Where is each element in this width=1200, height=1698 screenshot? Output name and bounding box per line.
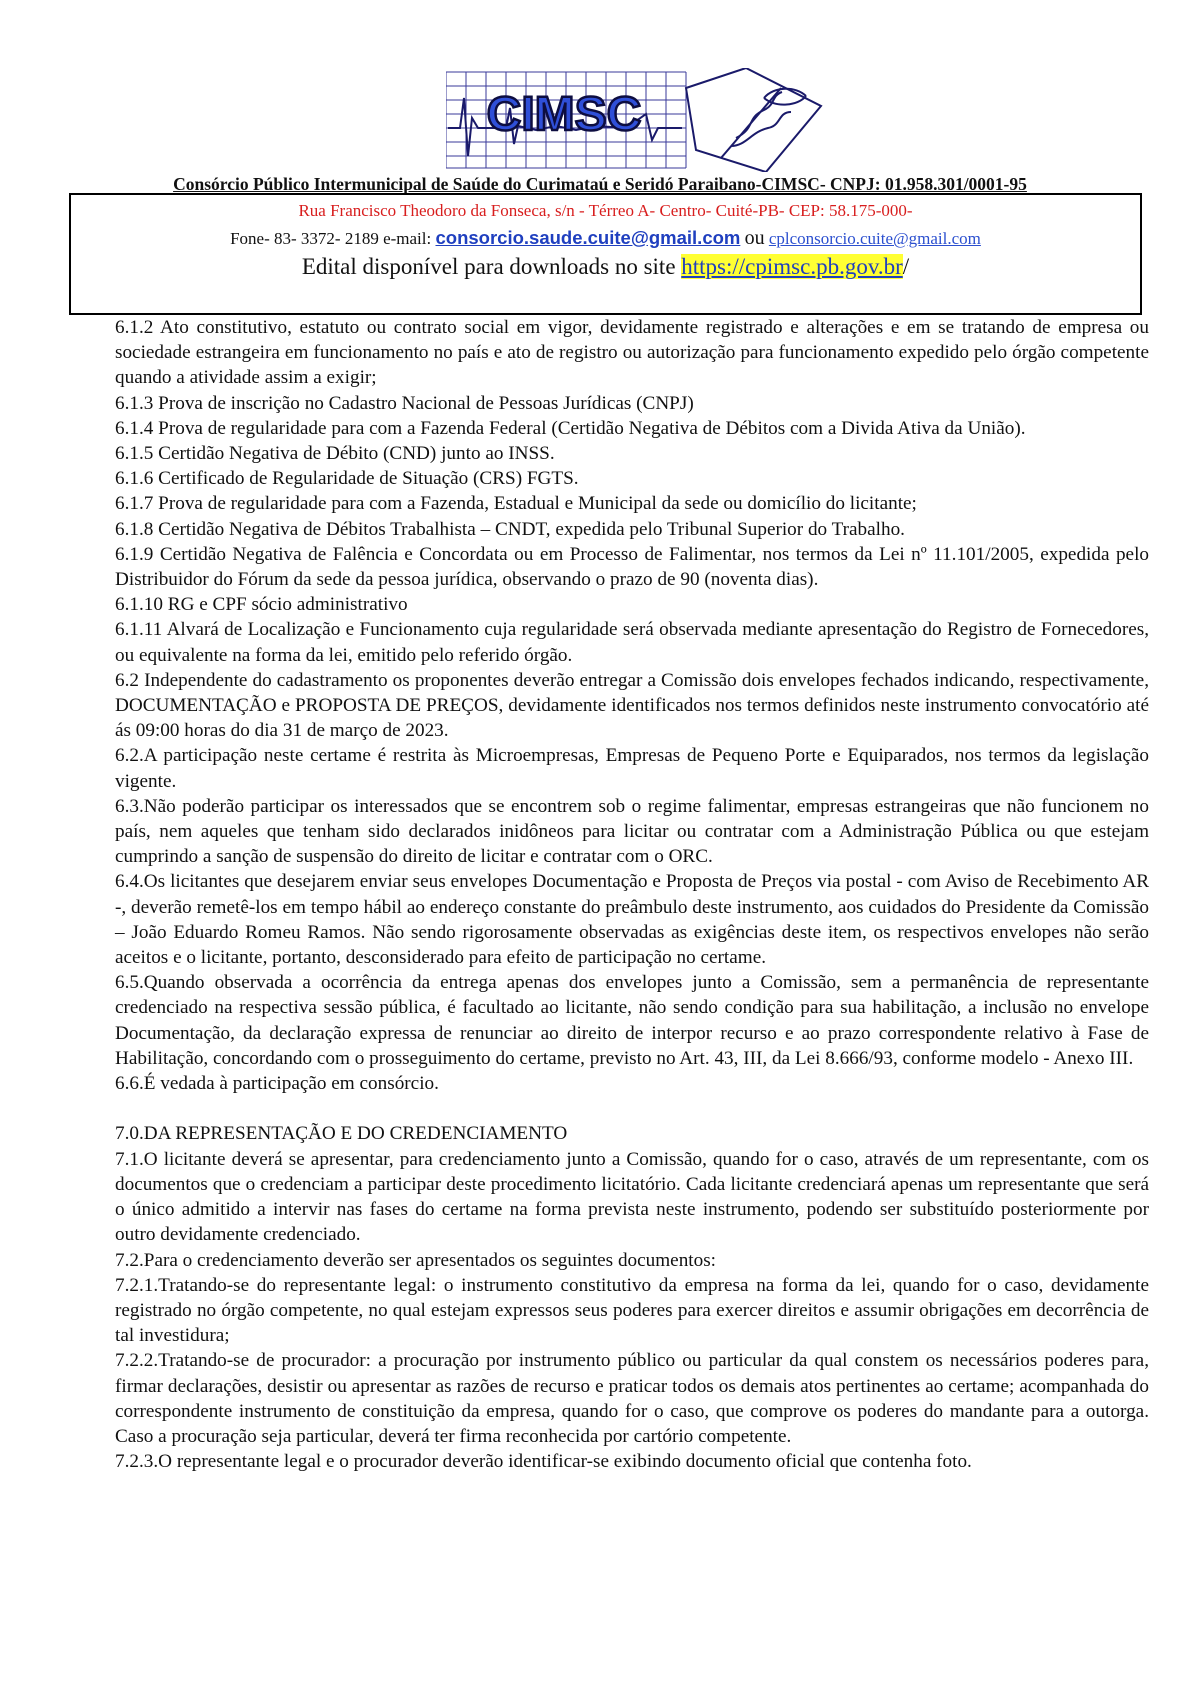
paragraph-6-1-6: 6.1.6 Certificado de Regularidade de Situação (CRS) FGTS. [115, 468, 579, 490]
paragraph-7-2: 7.2.Para o credenciamento deverão ser apresentados os seguintes documentos: [115, 1249, 717, 1271]
paragraph-6-1-8: 6.1.8 Certidão Negativa de Débitos Trabalhista – CNDT, expedida pelo Tribunal Superior do Trabalho. [115, 518, 905, 540]
paragraph-7-1: 7.1.O licitante deverá se apresentar, para credenciamento junto a Comissão, quando for o caso, através de um representante, com os documentos que o credenciam a participar deste procedimento licitatório. Cada licitante credenciará apenas um representante que será o único admitido a intervir nas fases do certame na forma prevista neste instrumento, podendo ser substituído posteriormente por outro devidamente credenciado. [115, 1148, 1149, 1246]
paragraph-7-2-2: 7.2.2.Tratando-se de procurador: a procuração por instrumento público ou particular da qual constem os necessários poderes para, firmar declarações, desistir ou apresentar as razões de recurso e praticar todos os demais atos pertinentes ao certame; acompanhada do correspondente instrumento de constituição da empresa, quando for o caso, que comprove os poderes do mandante para a outorga. Caso a procuração seja particular, deverá ter firma reconhecida por cartório competente. [115, 1350, 1149, 1447]
paragraph-6-3: 6.3.Não poderão participar os interessados que se encontrem sob o regime falimentar, empresas estrangeiras que não funcionem no país, nem aqueles que tenham sido declarados inidôneos para licitar ou contratar com a Administração Pública ou que estejam cumprindo a sanção de suspensão do direito de licitar e contratar com o ORC. [115, 795, 1149, 868]
edital-download-line [71, 254, 1140, 280]
blank-line [115, 1096, 1149, 1121]
paragraph-6-1-4: 6.1.4 Prova de regularidade para com a Fazenda Federal (Certidão Negativa de Débitos com a Divida Ativa da União). [115, 417, 1026, 439]
paragraph-6-1-10: 6.1.10 RG e CPF sócio administrativo [115, 594, 408, 616]
section-heading-7-0: 7.0.DA REPRESENTAÇÃO E DO CREDENCIAMENTO [115, 1123, 568, 1145]
document-body [115, 315, 1149, 1474]
email-separator: ou [744, 227, 765, 249]
paragraph-6-1-9: 6.1.9 Certidão Negativa de Falência e Concordata ou em Processo de Falimentar, nos termos da Lei nº 11.101/2005, expedida pelo Distribuidor do Fórum da sede da pessoa jurídica, observando o prazo de 90 (noventa dias). [115, 543, 1149, 591]
header-contact-box [69, 193, 1142, 315]
site-link[interactable]: https://cpimsc.pb.gov.br [681, 254, 903, 279]
paragraph-6-1-11: 6.1.11 Alvará de Localização e Funcionamento cuja regularidade será observada mediante apresentação do Registro de Fornecedores, ou equivalente na forma da lei, emitido pelo referido órgão. [115, 619, 1149, 666]
paragraph-6-1-2: 6.1.2 Ato constitutivo, estatuto ou contrato social em vigor, devidamente registrado e alterações e em se tratando de empresa ou sociedade estrangeira em funcionamento no país e ato de registro ou autorização para funcionamento expedido pelo órgão competente quando a atividade assim a exigir; [115, 317, 1149, 389]
paragraph-6-4: 6.4.Os licitantes que desejarem enviar seus envelopes Documentação e Proposta de Preços via postal - com Aviso de Recebimento AR -, deverão remetê-los em tempo hábil ao endereço constante do preâmbulo deste instrumento, aos cuidados do Presidente da Comissão – João Eduardo Romeu Ramos. Não sendo rigorosamente observadas as exigências deste item, os respectivos envelopes não serão aceitos e o licitante, portanto, desconsiderado para efeito de participação no certame. [115, 871, 1149, 969]
logo-graphic [446, 68, 828, 172]
paragraph-6-2-a: 6.2.A participação neste certame é restrita às Microempresas, Empresas de Pequeno Porte e Equiparados, nos termos da legislação vigente. [115, 745, 1149, 792]
paragraph-7-2-3: 7.2.3.O representante legal e o procurador deverão identificar-se exibindo documento oficial que contenha foto. [115, 1451, 972, 1473]
phone-email-label: Fone- 83- 3372- 2189 e-mail: [230, 229, 436, 248]
email-secondary-link[interactable]: cplconsorcio.cuite@gmail.com [768, 229, 981, 248]
organization-title: Consórcio Público Intermunicipal de Saúde do Curimataú e Seridó Paraibano-CIMSC- CNPJ: 01.958.301/0001-95 [173, 174, 1027, 194]
paragraph-6-6: 6.6.É vedada à participação em consórcio. [115, 1073, 439, 1095]
cimsc-logo [446, 68, 828, 172]
edital-label: Edital disponível para downloads no site [301, 254, 682, 279]
paragraph-6-2: 6.2 Independente do cadastramento os proponentes deverão entregar a Comissão dois envelopes fechados indicando, respectivamente, DOCUMENTAÇÃO e PROPOSTA DE PREÇOS, devidamente identificados nos termos definidos neste instrumento convocatório até ás 09:00 horas do dia 31 de março de 2023. [115, 669, 1149, 742]
logo-wordmark: CIMSC [486, 88, 642, 141]
address-line: Rua Francisco Theodoro da Fonseca, s/n - Térreo A- Centro- Cuité-PB- CEP: 58.175-000- [298, 201, 913, 220]
paragraph-6-1-7: 6.1.7 Prova de regularidade para com a Fazenda, Estadual e Municipal da sede ou domicílio do licitante; [115, 493, 917, 515]
site-link-suffix: / [902, 254, 910, 279]
paragraph-7-2-1: 7.2.1.Tratando-se do representante legal: o instrumento constitutivo da empresa na forma da lei, quando for o caso, devidamente registrado no órgão competente, no qual estejam expressos seus poderes para exercer direitos e assumir obrigações em decorrência de tal investidura; [115, 1274, 1149, 1347]
paragraph-6-1-5: 6.1.5 Certidão Negativa de Débito (CND) junto ao INSS. [115, 443, 555, 465]
email-primary-link[interactable]: consorcio.saude.cuite@gmail.com [435, 227, 741, 248]
contact-line [71, 227, 1140, 250]
paragraph-6-1-3: 6.1.3 Prova de inscrição no Cadastro Nacional de Pessoas Jurídicas (CNPJ) [115, 392, 694, 414]
paragraph-6-5: 6.5.Quando observada a ocorrência da entrega apenas dos envelopes junto a Comissão, sem a permanência de representante credenciado na respectiva sessão pública, é facultado ao licitante, não sendo condição para sua habilitação, a inclusão no envelope Documentação, da declaração expressa de renunciar ao direito de interpor recurso e ao prazo correspondente relativo à Fase de Habilitação, concordando com o prosseguimento do certame, previsto no Art. 43, III, da Lei 8.666/93, conforme modelo - Anexo III. [115, 972, 1149, 1069]
